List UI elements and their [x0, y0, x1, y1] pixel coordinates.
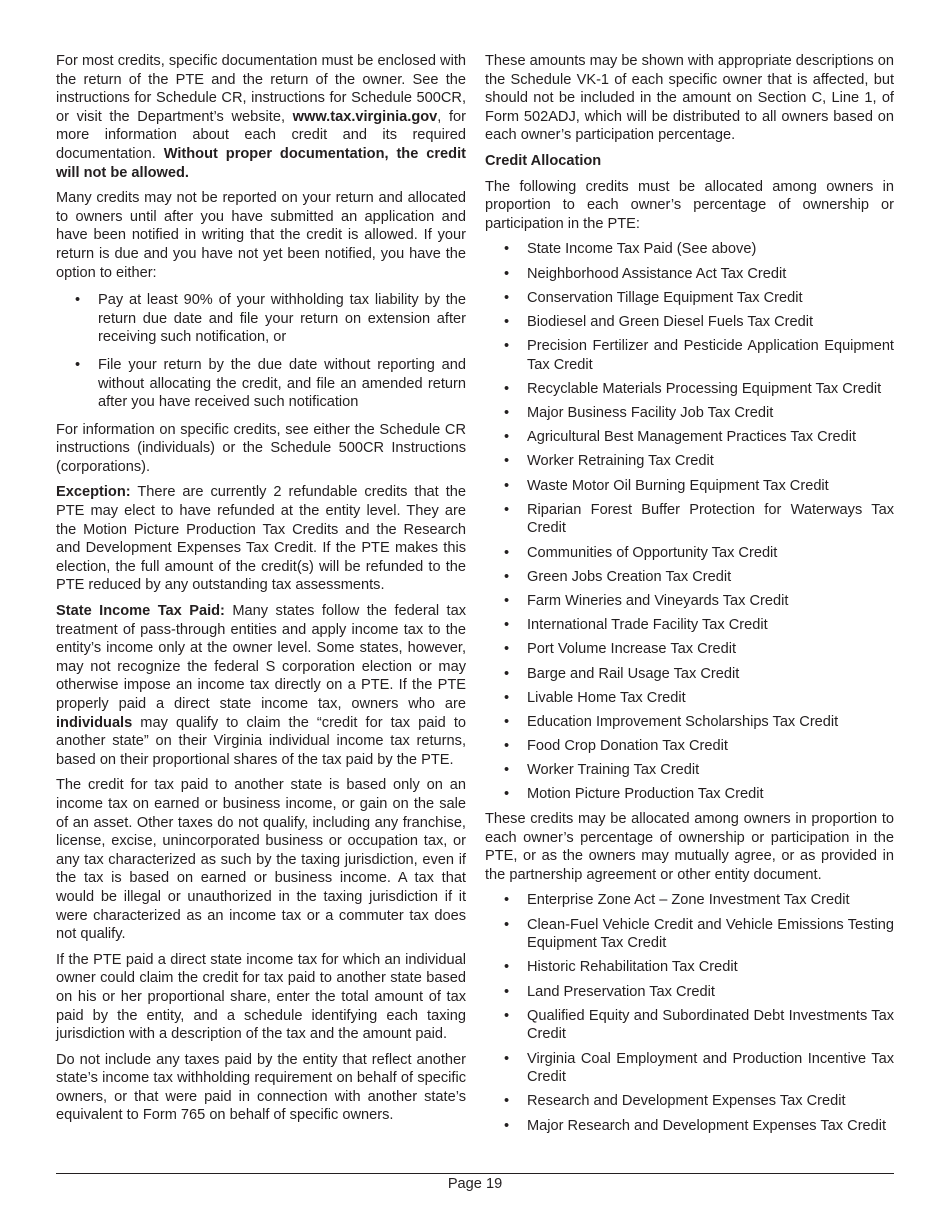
right-column [485, 52, 894, 1141]
list-item: • Enterprise Zone Act – Zone Investment Tax Credit [504, 892, 850, 909]
page-number: Page 19 [447, 1176, 503, 1192]
bullet-icon: • [504, 501, 510, 518]
left-column [56, 52, 466, 1132]
list-item: • File your return by the due date without reporting and without allocating the credit, and file an amended return after you have received such notification [75, 356, 466, 411]
list-item: • Qualified Equity and Subordinated Debt Investments Tax Credit [504, 1007, 894, 1043]
website-link[interactable]: www.tax.virginia.gov [292, 108, 438, 125]
notification-paragraph: Many credits may not be reported on your return and allocated to owners until after you have submitted an application and have been notified in writing that the credit is allowed. If your return is due and you have not yet been notified, you have the option to either: [56, 190, 466, 281]
list-item: • Virginia Coal Employment and Production Incentive Tax Credit [504, 1050, 894, 1086]
bullet-icon: • [504, 1117, 510, 1134]
list-item: • Major Business Facility Job Tax Credit [504, 405, 774, 422]
bullet-icon: • [504, 641, 510, 658]
bullet-icon: • [504, 380, 510, 397]
descriptions-paragraph: These amounts may be shown with appropriate descriptions on the Schedule VK-1 of each specific owner that is affected, but should not be included in the amount on Section C, Line 1, of Form 502ADJ, which will be distributed to all owners based on each owner’s participation percentage. [485, 53, 894, 144]
list-item: • Biodiesel and Green Diesel Fuels Tax Credit [504, 313, 814, 330]
list-item: • Green Jobs Creation Tax Credit [504, 568, 732, 585]
list-item: • State Income Tax Paid (See above) [504, 241, 757, 258]
allocation-intro-paragraph: The following credits must be allocated among owners in proportion to each owner’s percentage of ownership or participation in the PTE: [485, 178, 894, 232]
documentation-paragraph: For most credits, specific documentation must be enclosed with the return of the PTE and the return of the owner. See the instructions for Schedule CR, instructions for Schedule 500CR, or visit the Department’s website, www.tax.virginia.gov, for more information about each credit and its required documentation. Without proper documentation, the credit will not be allowed. [56, 53, 467, 181]
bullet-icon: • [504, 313, 510, 330]
bullet-icon: • [504, 241, 510, 258]
bullet-icon: • [504, 405, 510, 422]
bullet-icon: • [504, 544, 510, 561]
list-item: • Barge and Rail Usage Tax Credit [504, 665, 740, 682]
list-item: • International Trade Facility Tax Credit [504, 617, 768, 634]
list-item: • Neighborhood Assistance Act Tax Credit [504, 265, 787, 282]
bullet-icon: • [504, 1093, 510, 1110]
list-item: • Precision Fertilizer and Pesticide Application Equipment Tax Credit [504, 338, 894, 373]
bullet-icon: • [504, 916, 510, 933]
bullet-icon: • [504, 265, 510, 282]
bullet-icon: • [504, 617, 510, 634]
bullet-icon: • [504, 477, 510, 494]
tax-paid-basis-paragraph: The credit for tax paid to another state is based only on an income tax on earned or business income, or gain on the sale of an asset. Other taxes do not qualify, including any franchise, license, excise, unincorporated business or occupation tax, or any tax characterized as such by the taxing jurisdiction, even if the tax is based on earned or business income. A tax that would be illegal or unauthorized in the taxing jurisdiction if it were characterized as an income tax or a commuter tax does not qualify. [56, 777, 466, 943]
list-item: • Clean-Fuel Vehicle Credit and Vehicle Emissions Testing Equipment Tax Credit [504, 916, 894, 952]
list-item: • Recyclable Materials Processing Equipment Tax Credit [504, 380, 882, 397]
list-item: • Land Preservation Tax Credit [504, 983, 715, 1000]
bullet-icon: • [504, 429, 510, 446]
bullet-icon: • [504, 689, 510, 706]
list-item: • Conservation Tillage Equipment Tax Credit [504, 289, 803, 306]
bullet-icon: • [504, 762, 510, 779]
footer-divider [56, 1173, 894, 1174]
list-item: • Worker Retraining Tax Credit [504, 453, 714, 470]
list-item: • Pay at least 90% of your withholding tax liability by the return due date and file your return on extension after receiving such notification, or [75, 292, 466, 346]
proportional-credits-list [485, 240, 894, 804]
list-item: • Farm Wineries and Vineyards Tax Credit [504, 592, 789, 609]
bullet-icon: • [504, 738, 510, 755]
bullet-icon: • [504, 568, 510, 585]
bullet-icon: • [75, 292, 81, 309]
list-item: • Worker Training Tax Credit [504, 762, 700, 779]
bullet-icon: • [504, 713, 510, 730]
filing-options-list [56, 291, 466, 412]
list-item: • Research and Development Expenses Tax Credit [504, 1093, 846, 1110]
list-item: • Communities of Opportunity Tax Credit [504, 544, 778, 561]
bullet-icon: • [504, 892, 510, 909]
direct-tax-paragraph: If the PTE paid a direct state income tax for which an individual owner could claim the credit for tax paid to another state based on his or her proportional share, enter the total amount of tax paid by the entity, and a schedule identifying each taxing jurisdiction with a description of the tax and the amount paid. [56, 951, 466, 1043]
list-item: • Port Volume Increase Tax Credit [504, 641, 737, 658]
list-item: • Agricultural Best Management Practices Tax Credit [504, 429, 857, 446]
list-item: • Waste Motor Oil Burning Equipment Tax Credit [504, 477, 829, 494]
list-item: • Livable Home Tax Credit [504, 689, 686, 706]
bullet-icon: • [504, 338, 510, 355]
list-item: • Education Improvement Scholarships Tax Credit [504, 713, 839, 730]
list-item: • Major Research and Development Expenses Tax Credit [504, 1117, 887, 1134]
list-item: • Motion Picture Production Tax Credit [504, 786, 764, 803]
credit-allocation-heading: Credit Allocation [485, 152, 602, 169]
state-income-tax-paragraph: State Income Tax Paid: Many states follow the federal tax treatment of pass-through entities and apply income tax to the entity’s income only at the owner level. Some states, however, may not recognize the federal S corporation election or may otherwise impose an income tax directly on a PTE. If the PTE properly paid a direct state income tax, owners who are individuals may qualify to claim the “credit for tax paid to another state” on their Virginia individual income tax returns, based on their proportional shares of the tax paid by the PTE. [56, 603, 467, 768]
agreement-credits-list [485, 891, 894, 1135]
bullet-icon: • [75, 356, 81, 373]
bullet-icon: • [504, 786, 510, 803]
exception-paragraph: Exception: There are currently 2 refundable credits that the PTE may elect to have refunded at the entity level. They are the Motion Picture Production Tax Credits and the Research and Development Expenses Tax Credit. If the PTE makes this election, the full amount of the credit(s) will be refunded to the PTE reduced by any outstanding tax assessments. [56, 484, 466, 594]
bullet-icon: • [504, 665, 510, 682]
bullet-icon: • [504, 1007, 510, 1024]
list-item: • Food Crop Donation Tax Credit [504, 738, 728, 755]
mutual-agreement-paragraph: These credits may be allocated among owners in proportion to each owner’s percentage of ownership or participation in the PTE, or as the owners may mutually agree, or as provided in the partnership agreement or other entity document. [485, 811, 894, 883]
list-item: • Riparian Forest Buffer Protection for Waterways Tax Credit [504, 501, 894, 537]
bullet-icon: • [504, 453, 510, 470]
exclusion-paragraph: Do not include any taxes paid by the entity that reflect another state’s income tax withholding requirement on behalf of specific owners, or that were paid in connection with another state’s equivalent to Form 765 on behalf of specific owners. [56, 1051, 466, 1124]
specific-credits-paragraph: For information on specific credits, see either the Schedule CR instructions (individuals) or the Schedule 500CR Instructions (corporations). [56, 421, 466, 475]
list-item: • Historic Rehabilitation Tax Credit [504, 959, 738, 976]
bullet-icon: • [504, 959, 510, 976]
bullet-icon: • [504, 592, 510, 609]
bullet-icon: • [504, 289, 510, 306]
bullet-icon: • [504, 1050, 510, 1067]
bullet-icon: • [504, 983, 510, 1000]
